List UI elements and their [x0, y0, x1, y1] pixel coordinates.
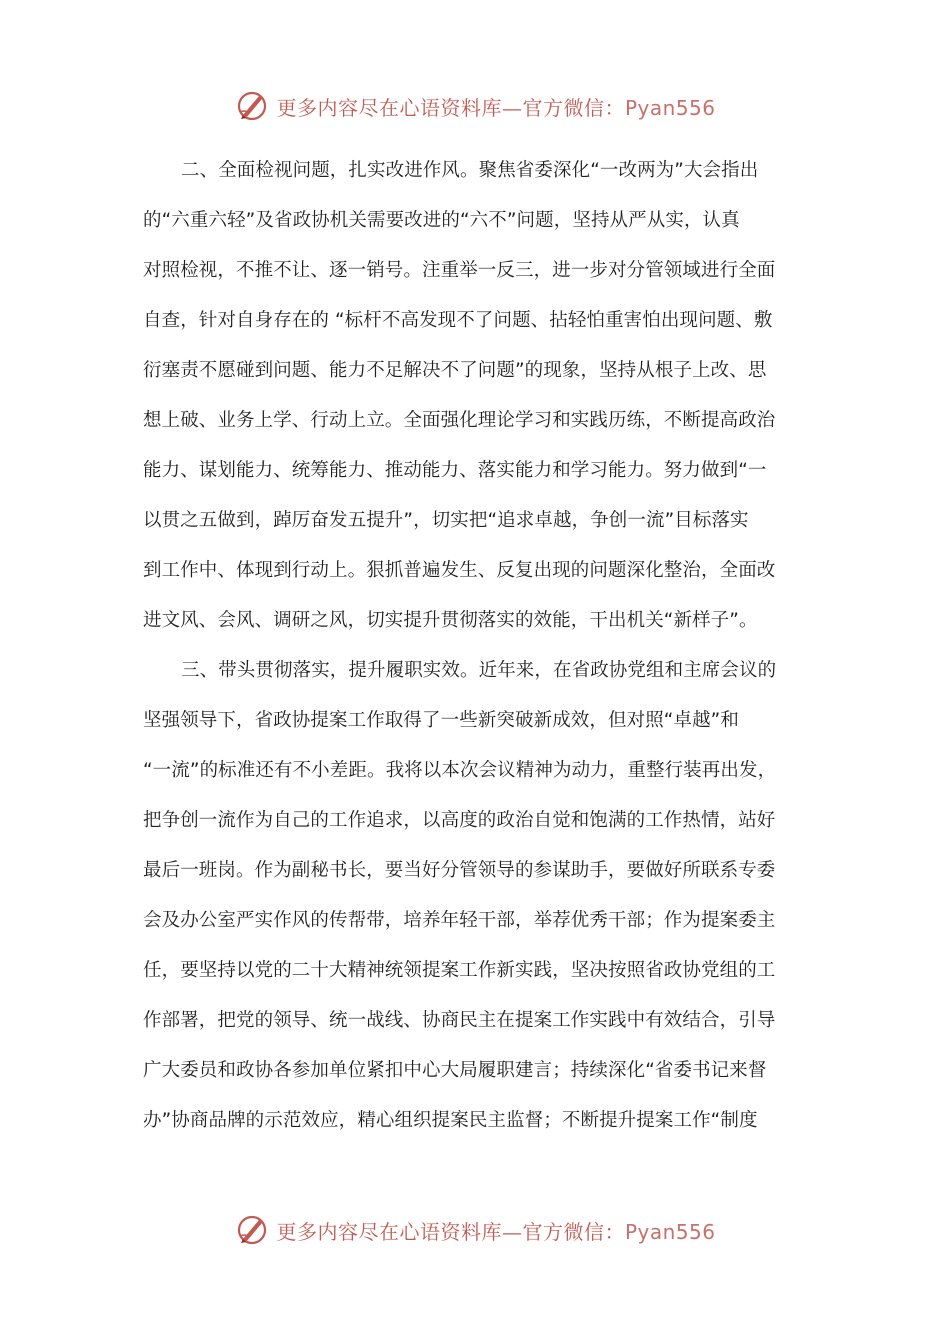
- paragraph-line: 二、全面检视问题，扎实改进作风。聚焦省委深化“一改两为”大会指出: [181, 160, 759, 181]
- header-banner-text: [276, 92, 715, 121]
- paragraph-line: 把争创一流作为自己的工作追求，以高度的政治自觉和饱满的工作热情，站好: [143, 810, 776, 831]
- paragraph-line: 会及办公室严实作风的传帮带，培养年轻干部，举荐优秀干部；作为提案委主: [143, 910, 776, 931]
- paragraph-line: 对照检视，不推不让、逐一销号。注重举一反三，进一步对分管领域进行全面: [143, 260, 776, 281]
- paragraph-line: 坚强领导下，省政协提案工作取得了一些新突破新成效，但对照“卓越”和: [143, 710, 739, 731]
- document-body: [143, 146, 808, 1146]
- paragraph-line: 能力、谋划能力、统筹能力、推动能力、落实能力和学习能力。努力做到“一: [143, 460, 767, 481]
- pen-circle-logo-icon: [234, 1212, 270, 1248]
- paragraph-line: 衍塞责不愿碰到问题、能力不足解决不了问题”的现象，坚持从根子上改、思: [143, 360, 767, 381]
- paragraph-line: 想上破、业务上学、行动上立。全面强化理论学习和实践历练，不断提高政治: [143, 410, 776, 431]
- paragraph-line: 任，要坚持以党的二十大精神统领提案工作新实践，坚决按照省政协党组的工: [143, 960, 776, 981]
- footer-banner-text: [276, 1216, 715, 1245]
- paragraph-line: 最后一班岗。作为副秘书长，要当好分管领导的参谋助手，要做好所联系专委: [143, 860, 776, 881]
- paragraph-line: 的“六重六轻”及省政协机关需要改进的“六不”问题，坚持从严从实，认真: [143, 210, 740, 231]
- header-banner-label: 更多内容尽在心语资料库—官方微信：: [276, 95, 625, 120]
- paragraph-line: “一流”的标准还有不小差距。我将以本次会议精神为动力，重整行装再出发，: [143, 760, 777, 781]
- footer-wechat-id: Pyan556: [624, 1219, 716, 1244]
- paragraph-line: 作部署，把党的领导、统一战线、协商民主在提案工作实践中有效结合，引导: [143, 1010, 776, 1031]
- paragraph-line: 三、带头贯彻落实，提升履职实效。近年来，在省政协党组和主席会议的: [181, 660, 777, 681]
- header-wechat-id: Pyan556: [624, 95, 716, 120]
- paragraph-line: 办”协商品牌的示范效应，精心组织提案民主监督；不断提升提案工作“制度: [143, 1110, 758, 1131]
- pen-circle-logo-icon: [234, 88, 270, 124]
- footer-banner: [0, 1208, 950, 1252]
- paragraph-line: 进文风、会风、调研之风，切实提升贯彻落实的效能，干出机关“新样子”。: [143, 610, 758, 631]
- paragraph-line: 广大委员和政协各参加单位紧扣中心大局履职建言；持续深化“省委书记来督: [143, 1060, 767, 1081]
- header-banner: [0, 84, 950, 128]
- paragraph-line: 以贯之五做到，踔厉奋发五提升”，切实把“追求卓越，争创一流”目标落实: [143, 510, 749, 531]
- footer-banner-label: 更多内容尽在心语资料库—官方微信：: [276, 1219, 625, 1244]
- paragraph-line: 自查，针对自身存在的 “标杆不高发现不了问题、拈轻怕重害怕出现问题、敷: [143, 310, 773, 331]
- paragraph-line: 到工作中、体现到行动上。狠抓普遍发生、反复出现的问题深化整治，全面改: [143, 560, 776, 581]
